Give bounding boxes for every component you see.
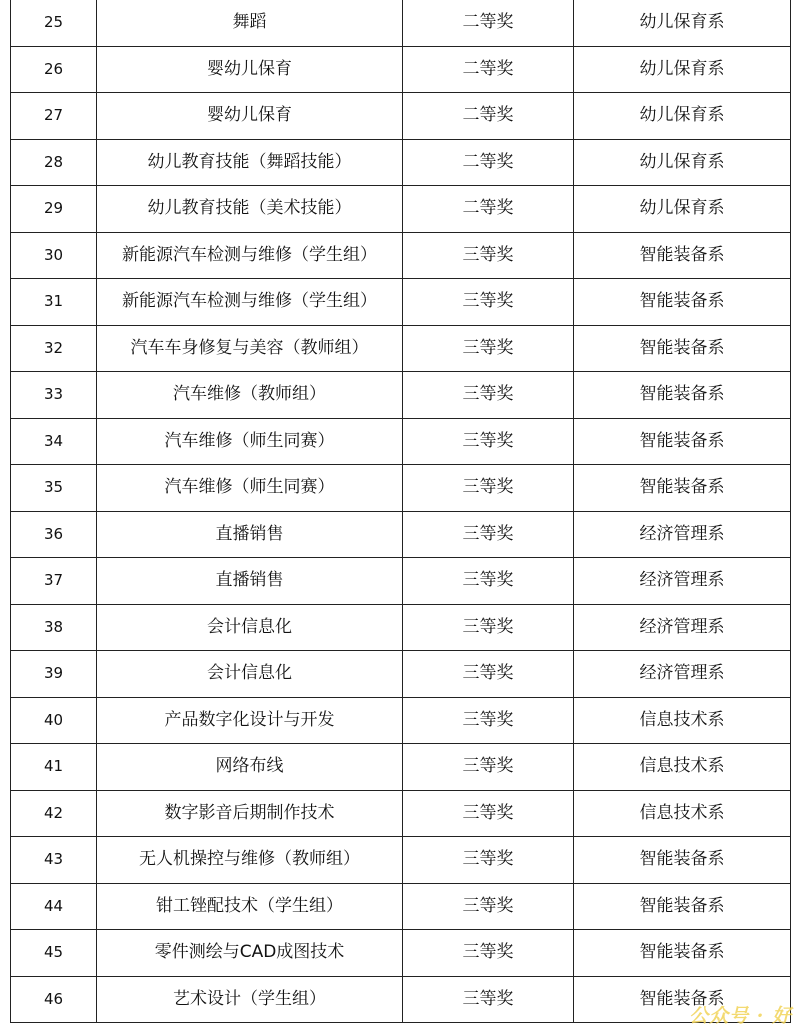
award-level-cell: 三等奖 (403, 558, 574, 605)
event-name-cell: 直播销售 (97, 558, 403, 605)
event-name-cell: 钳工锉配技术（学生组） (97, 883, 403, 930)
row-number-cell: 25 (11, 0, 97, 46)
table-row (11, 558, 791, 605)
event-name-cell: 婴幼儿保育 (97, 93, 403, 140)
table-row (11, 976, 791, 1023)
row-number-cell: 42 (11, 790, 97, 837)
award-level-cell: 三等奖 (403, 465, 574, 512)
table-row (11, 372, 791, 419)
award-level-cell: 三等奖 (403, 976, 574, 1023)
row-number-cell: 29 (11, 186, 97, 233)
department-cell: 智能装备系 (574, 930, 791, 977)
table-row (11, 511, 791, 558)
award-level-cell: 三等奖 (403, 837, 574, 884)
department-cell: 经济管理系 (574, 558, 791, 605)
row-number-cell: 40 (11, 697, 97, 744)
row-number-cell: 36 (11, 511, 97, 558)
event-name-cell: 产品数字化设计与开发 (97, 697, 403, 744)
department-cell: 智能装备系 (574, 232, 791, 279)
award-level-cell: 二等奖 (403, 186, 574, 233)
event-name-cell: 会计信息化 (97, 604, 403, 651)
department-cell: 智能装备系 (574, 883, 791, 930)
award-level-cell: 三等奖 (403, 930, 574, 977)
table-row (11, 279, 791, 326)
table-row (11, 651, 791, 698)
table-row (11, 883, 791, 930)
table-row (11, 465, 791, 512)
department-cell: 智能装备系 (574, 372, 791, 419)
department-cell: 信息技术系 (574, 744, 791, 791)
event-name-cell: 艺术设计（学生组） (97, 976, 403, 1023)
table-row (11, 837, 791, 884)
table-row (11, 0, 791, 46)
award-level-cell: 二等奖 (403, 139, 574, 186)
award-level-cell: 二等奖 (403, 0, 574, 46)
table-row (11, 232, 791, 279)
award-level-cell: 三等奖 (403, 325, 574, 372)
row-number-cell: 33 (11, 372, 97, 419)
department-cell: 幼儿保育系 (574, 0, 791, 46)
event-name-cell: 幼儿教育技能（美术技能） (97, 186, 403, 233)
table-row (11, 46, 791, 93)
award-level-cell: 三等奖 (403, 372, 574, 419)
event-name-cell: 汽车车身修复与美容（教师组） (97, 325, 403, 372)
event-name-cell: 汽车维修（师生同赛） (97, 465, 403, 512)
event-name-cell: 汽车维修（师生同赛） (97, 418, 403, 465)
row-number-cell: 37 (11, 558, 97, 605)
event-name-cell: 无人机操控与维修（教师组） (97, 837, 403, 884)
row-number-cell: 28 (11, 139, 97, 186)
table-row (11, 697, 791, 744)
department-cell: 智能装备系 (574, 837, 791, 884)
department-cell: 幼儿保育系 (574, 186, 791, 233)
row-number-cell: 32 (11, 325, 97, 372)
department-cell: 经济管理系 (574, 604, 791, 651)
row-number-cell: 46 (11, 976, 97, 1023)
department-cell: 智能装备系 (574, 325, 791, 372)
award-level-cell: 三等奖 (403, 604, 574, 651)
award-level-cell: 三等奖 (403, 511, 574, 558)
award-level-cell: 二等奖 (403, 46, 574, 93)
awards-table-container (10, 0, 790, 1023)
awards-table-body (11, 0, 791, 1023)
event-name-cell: 网络布线 (97, 744, 403, 791)
event-name-cell: 零件测绘与CAD成图技术 (97, 930, 403, 977)
event-name-cell: 舞蹈 (97, 0, 403, 46)
row-number-cell: 41 (11, 744, 97, 791)
event-name-cell: 会计信息化 (97, 651, 403, 698)
department-cell: 智能装备系 (574, 976, 791, 1023)
event-name-cell: 汽车维修（教师组） (97, 372, 403, 419)
row-number-cell: 44 (11, 883, 97, 930)
event-name-cell: 新能源汽车检测与维修（学生组） (97, 232, 403, 279)
department-cell: 经济管理系 (574, 511, 791, 558)
award-level-cell: 三等奖 (403, 279, 574, 326)
award-level-cell: 三等奖 (403, 418, 574, 465)
row-number-cell: 26 (11, 46, 97, 93)
table-row (11, 604, 791, 651)
department-cell: 智能装备系 (574, 418, 791, 465)
award-level-cell: 三等奖 (403, 651, 574, 698)
watermark-text: 公众号 · 好 (689, 1005, 792, 1027)
row-number-cell: 34 (11, 418, 97, 465)
table-row (11, 186, 791, 233)
row-number-cell: 27 (11, 93, 97, 140)
awards-table (10, 0, 791, 1023)
award-level-cell: 三等奖 (403, 744, 574, 791)
table-row (11, 930, 791, 977)
department-cell: 智能装备系 (574, 465, 791, 512)
event-name-cell: 幼儿教育技能（舞蹈技能） (97, 139, 403, 186)
department-cell: 幼儿保育系 (574, 139, 791, 186)
department-cell: 经济管理系 (574, 651, 791, 698)
department-cell: 信息技术系 (574, 790, 791, 837)
award-level-cell: 三等奖 (403, 697, 574, 744)
row-number-cell: 43 (11, 837, 97, 884)
department-cell: 幼儿保育系 (574, 93, 791, 140)
award-level-cell: 三等奖 (403, 232, 574, 279)
table-row (11, 744, 791, 791)
table-row (11, 139, 791, 186)
award-level-cell: 三等奖 (403, 790, 574, 837)
table-row (11, 418, 791, 465)
event-name-cell: 数字影音后期制作技术 (97, 790, 403, 837)
row-number-cell: 31 (11, 279, 97, 326)
table-row (11, 325, 791, 372)
row-number-cell: 39 (11, 651, 97, 698)
award-level-cell: 三等奖 (403, 883, 574, 930)
event-name-cell: 婴幼儿保育 (97, 46, 403, 93)
event-name-cell: 直播销售 (97, 511, 403, 558)
row-number-cell: 35 (11, 465, 97, 512)
table-row (11, 790, 791, 837)
table-row (11, 93, 791, 140)
department-cell: 幼儿保育系 (574, 46, 791, 93)
department-cell: 智能装备系 (574, 279, 791, 326)
row-number-cell: 38 (11, 604, 97, 651)
event-name-cell: 新能源汽车检测与维修（学生组） (97, 279, 403, 326)
row-number-cell: 45 (11, 930, 97, 977)
award-level-cell: 二等奖 (403, 93, 574, 140)
row-number-cell: 30 (11, 232, 97, 279)
department-cell: 信息技术系 (574, 697, 791, 744)
